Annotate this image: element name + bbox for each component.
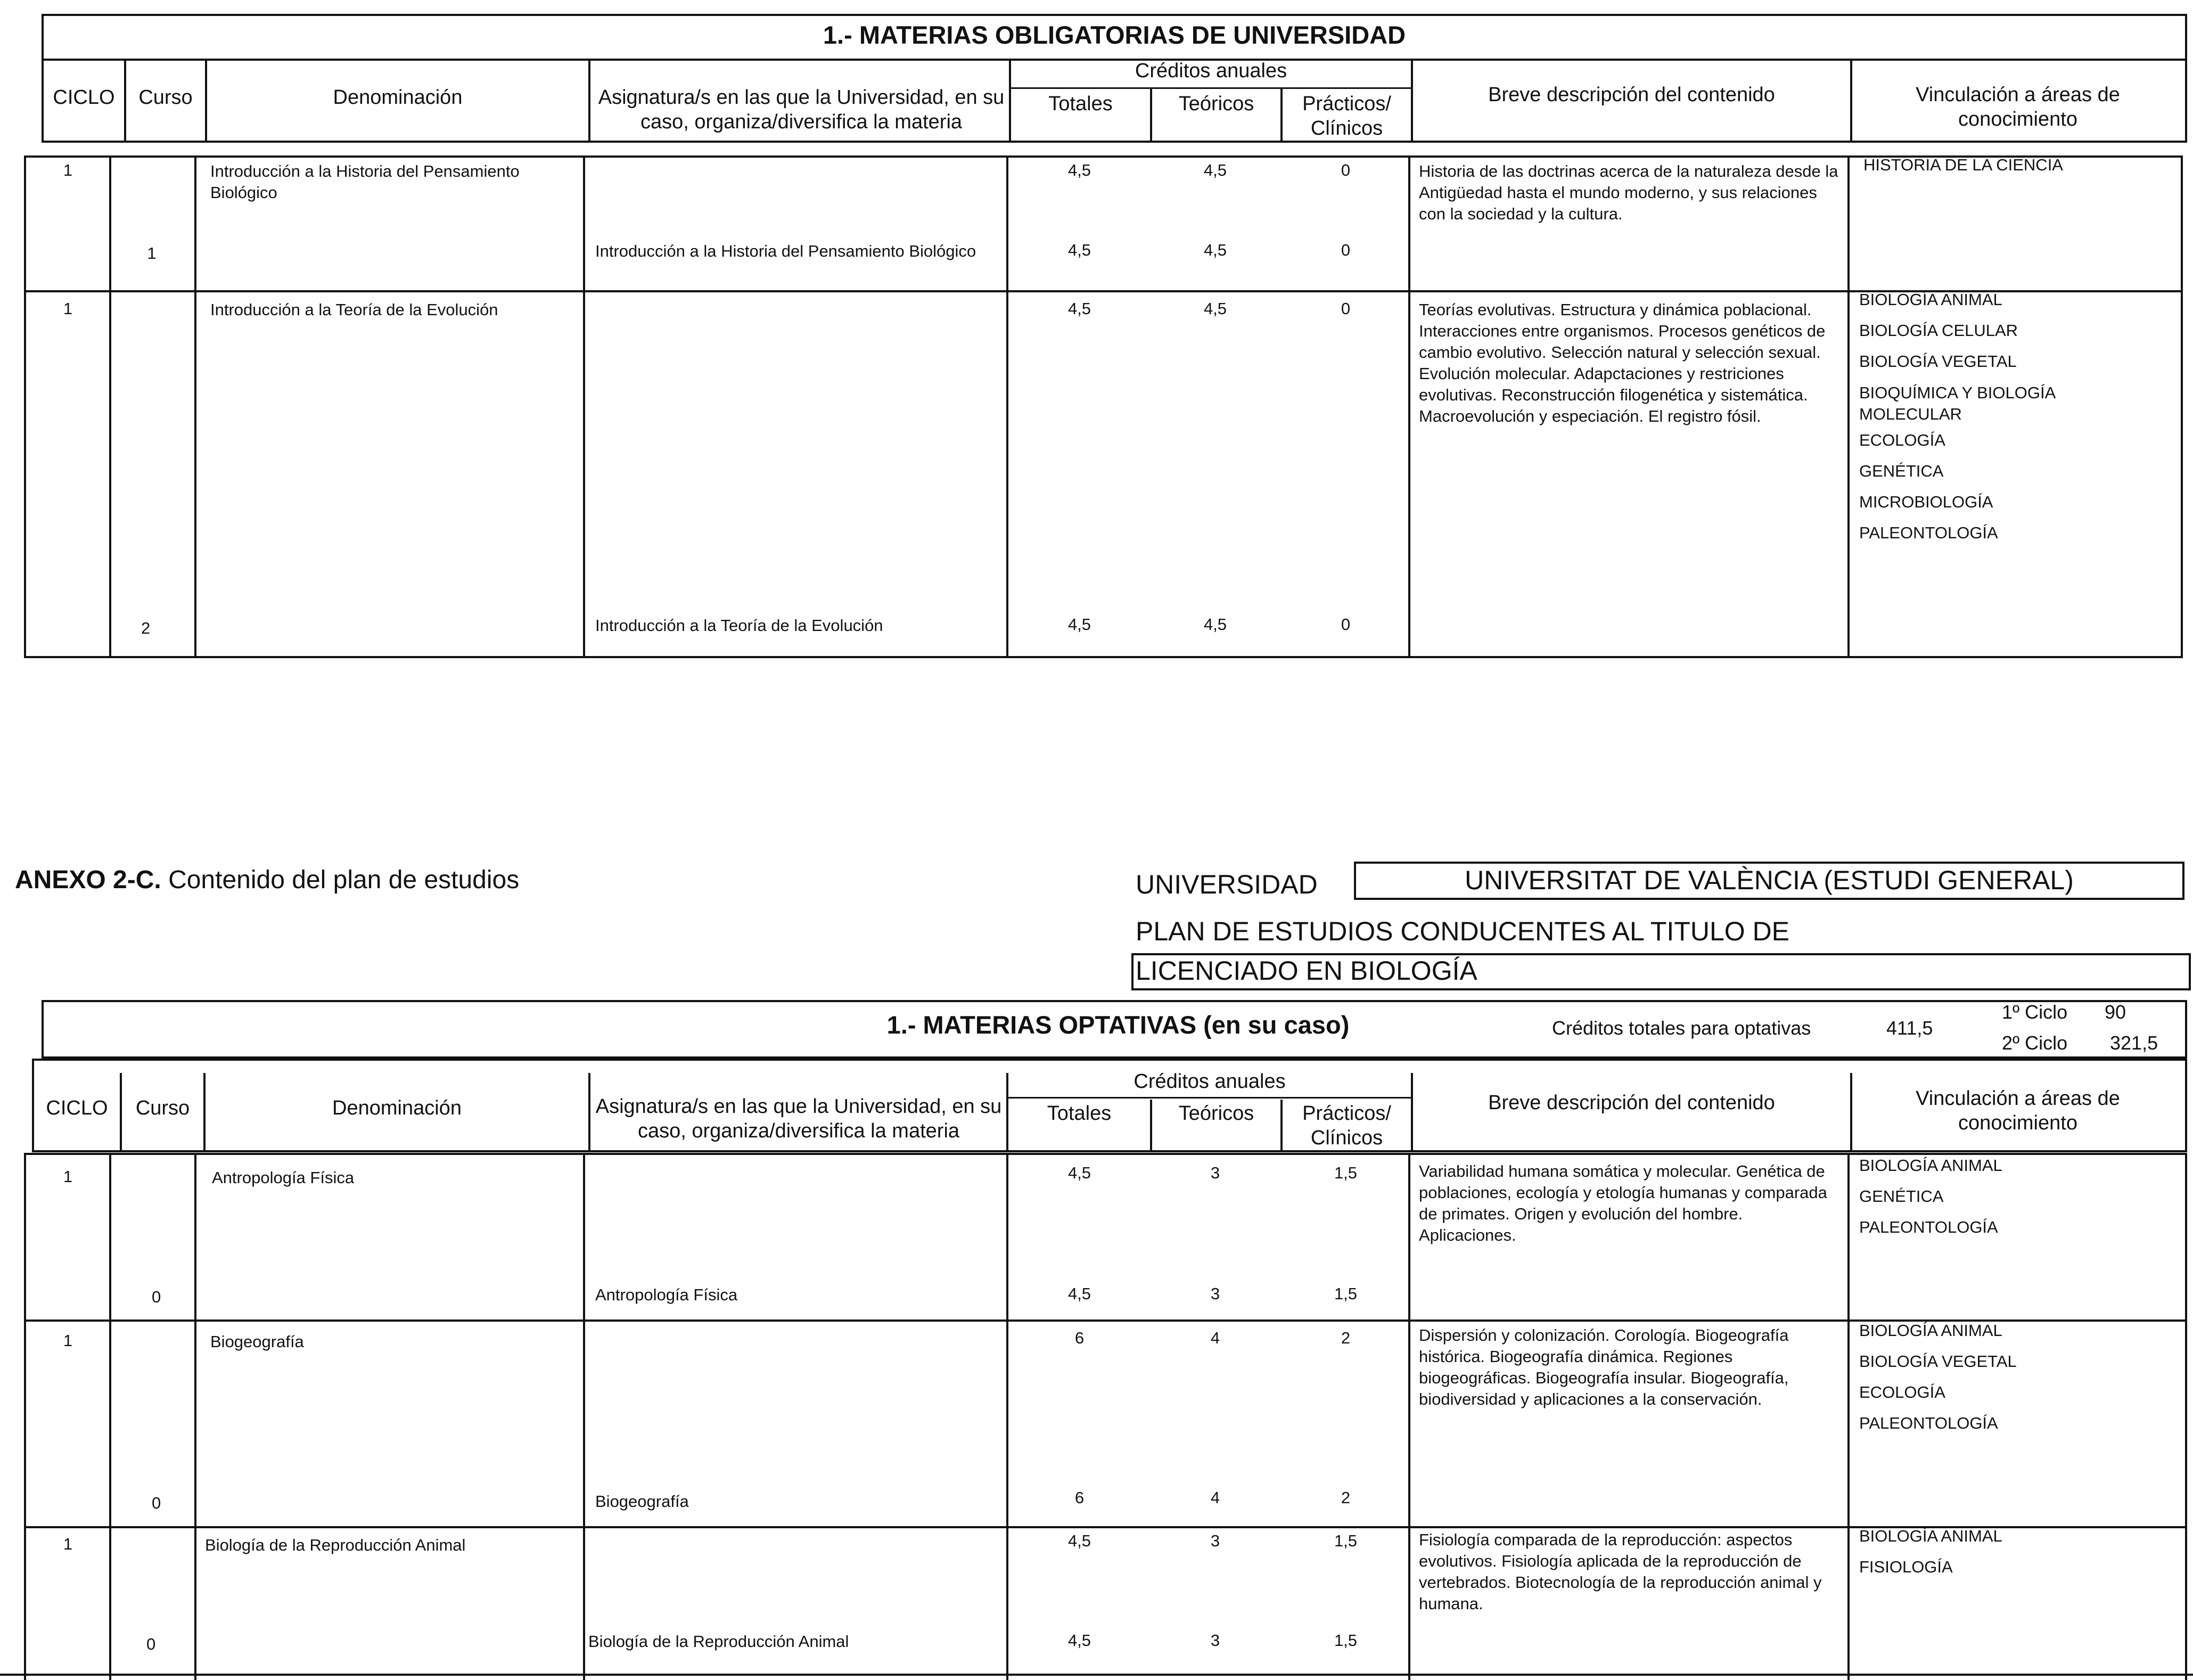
annex-title xyxy=(15,865,519,895)
totales-value: 4,5 xyxy=(1067,161,1091,179)
annex-label: ANEXO 2-C. xyxy=(15,866,161,894)
col-descripcion-header: Breve descripción del contenido xyxy=(1488,1092,1775,1114)
col-vinculacion-header: Vinculación a áreas de conocimiento xyxy=(1916,84,2120,130)
ciclo-value: 1 xyxy=(63,1167,73,1186)
col-creditos-header: Créditos anuales xyxy=(1134,1070,1286,1093)
asignatura-value: Introducción a la Historia del Pensamiento Biológico xyxy=(595,242,976,260)
universidad-label: UNIVERSIDAD xyxy=(1136,870,1318,899)
asignatura-value: Biogeografía xyxy=(595,1492,689,1511)
curso-value: 1 xyxy=(147,244,157,263)
area-item: GENÉTICA xyxy=(1859,1187,1944,1206)
curso-value: 0 xyxy=(146,1635,156,1653)
ciclo-value: 1 xyxy=(63,1331,73,1350)
creditos-optativas-label: Créditos totales para optativas xyxy=(1552,1017,1811,1039)
sub-teoricos-value: 3 xyxy=(1210,1631,1220,1650)
area-item: BIOLOGÍA CELULAR xyxy=(1859,321,2018,340)
descripcion-value: Dispersión y colonización. Corología. Biogeografía histórica. Biogeografía dinámica. Regiones biogeográficas. Biogeografía insular. Biogeografía, biodiversidad y aplicaciones a la conservación. xyxy=(1419,1326,1789,1408)
area-item: PALEONTOLOGÍA xyxy=(1859,523,1998,542)
practicos-value: 2 xyxy=(1341,1329,1351,1347)
practicos-value: 0 xyxy=(1341,161,1351,179)
ciclo2-value: 321,5 xyxy=(2110,1032,2158,1054)
sub-practicos-value: 0 xyxy=(1341,241,1351,259)
teoricos-value: 4,5 xyxy=(1203,161,1227,179)
teoricos-value: 3 xyxy=(1210,1163,1220,1182)
practicos-value: 0 xyxy=(1341,299,1351,318)
totales-value: 4,5 xyxy=(1067,299,1091,318)
col-totales-header: Totales xyxy=(1047,1102,1112,1125)
sub-practicos-value: 2 xyxy=(1341,1488,1351,1507)
ciclo1-label: 1º Ciclo xyxy=(2002,1001,2068,1023)
area-item: MICROBIOLOGÍA xyxy=(1859,493,1993,511)
practicos-value: 1,5 xyxy=(1334,1163,1358,1182)
ciclo-value: 1 xyxy=(63,1535,73,1553)
col-creditos-header: Créditos anuales xyxy=(1135,60,1287,82)
sub-totales-value: 4,5 xyxy=(1067,615,1091,634)
sub-practicos-value: 0 xyxy=(1341,615,1351,634)
curso-value: 0 xyxy=(152,1288,161,1306)
col-asignatura-header: Asignatura/s en las que la Universidad, en su caso, organiza/diversifica la materia xyxy=(595,1095,1002,1142)
area-item: BIOLOGÍA ANIMAL xyxy=(1859,1156,2002,1175)
ciclo-value: 1 xyxy=(63,161,73,179)
area-item: BIOLOGÍA VEGETAL xyxy=(1859,352,2017,371)
sub-totales-value: 4,5 xyxy=(1067,1631,1091,1650)
col-practicos-header: Prácticos/ Clínicos xyxy=(1302,1102,1391,1149)
col-practicos-header: Prácticos/ Clínicos xyxy=(1302,93,1391,140)
col-vinculacion-header: Vinculación a áreas de conocimiento xyxy=(1916,1087,2120,1134)
ciclo2-label: 2º Ciclo xyxy=(2002,1032,2068,1054)
denominacion-value: Biogeografía xyxy=(210,1332,304,1351)
denominacion-value: Antropología Física xyxy=(212,1168,355,1187)
area-item: BIOQUÍMICA Y BIOLOGÍA MOLECULAR xyxy=(1859,383,2055,423)
area-item: ECOLOGÍA xyxy=(1859,1383,1945,1402)
sub-teoricos-value: 4 xyxy=(1210,1488,1220,1507)
area-item: GENÉTICA xyxy=(1859,462,1944,480)
descripcion-value: Historia de las doctrinas acerca de la naturaleza desde la Antigüedad hasta el mundo moderno, y sus relaciones con la sociedad y la cultura. xyxy=(1419,162,1838,223)
teoricos-value: 4,5 xyxy=(1203,299,1227,318)
teoricos-value: 3 xyxy=(1210,1531,1220,1550)
col-ciclo-header: CICLO xyxy=(53,86,115,109)
col-descripcion-header: Breve descripción del contenido xyxy=(1488,84,1775,106)
creditos-optativas-total: 411,5 xyxy=(1886,1017,1933,1039)
col-denominacion-header: Denominación xyxy=(332,1097,462,1119)
annex-text: Contenido del plan de estudios xyxy=(168,866,520,894)
curso-value: 2 xyxy=(141,619,151,637)
sub-teoricos-value: 3 xyxy=(1210,1284,1220,1303)
totales-value: 4,5 xyxy=(1067,1531,1091,1550)
denominacion-value: Biología de la Reproducción Animal xyxy=(205,1536,466,1554)
plan-label: PLAN DE ESTUDIOS CONDUCENTES AL TITULO DE xyxy=(1136,916,1790,946)
area-item: BIOLOGÍA VEGETAL xyxy=(1859,1352,2017,1371)
area-item: ECOLOGÍA xyxy=(1859,431,1945,449)
sub-practicos-value: 1,5 xyxy=(1334,1631,1358,1650)
denominacion-value: Introducción a la Teoría de la Evolución xyxy=(210,300,498,319)
area-item: PALEONTOLOGÍA xyxy=(1859,1414,1998,1432)
ciclo-value: 1 xyxy=(63,299,73,318)
universidad-value: UNIVERSITAT DE VALÈNCIA (ESTUDI GENERAL) xyxy=(1465,865,2074,895)
asignatura-value: Antropología Física xyxy=(595,1285,738,1304)
col-teoricos-header: Teóricos xyxy=(1178,1102,1254,1125)
col-ciclo-header: CICLO xyxy=(46,1097,108,1119)
totales-value: 4,5 xyxy=(1067,1163,1091,1182)
asignatura-value: Introducción a la Teoría de la Evolución xyxy=(595,616,883,635)
ciclo1-value: 90 xyxy=(2105,1001,2126,1023)
area-item: BIOLOGÍA ANIMAL xyxy=(1859,1321,2002,1340)
totales-value: 6 xyxy=(1074,1329,1085,1347)
area-item: BIOLOGÍA ANIMAL xyxy=(1859,1527,2002,1545)
area-item: HISTORIA DE LA CIENCIA xyxy=(1863,155,2063,174)
teoricos-value: 4 xyxy=(1210,1329,1220,1347)
sub-teoricos-value: 4,5 xyxy=(1203,241,1227,259)
descripcion-value: Teorías evolutivas. Estructura y dinámica poblacional. Interacciones entre organismos. Procesos genéticos de cambio evolutivo. Selección natural y selección sexual. Evolución molecular. Adapctaciones y restriciones evolutivas. Reconstrucción filogenética y sistemática. Macroevolución y especiación. El registro fósil. xyxy=(1419,300,1826,425)
area-item: FISIOLOGÍA xyxy=(1859,1558,1953,1576)
denominacion-value: Introducción a la Historia del Pensamiento Biológico xyxy=(210,162,520,202)
descripcion-value: Fisiología comparada de la reproducción: aspectos evolutivos. Fisiología aplicada de la reproducción de vertebrados. Biotecnología de la reproducción animal y humana. xyxy=(1419,1530,1822,1613)
col-curso-header: Curso xyxy=(135,1097,190,1119)
asignatura-value: Biología de la Reproducción Animal xyxy=(588,1632,849,1651)
sub-totales-value: 4,5 xyxy=(1067,1284,1091,1303)
area-item: BIOLOGÍA ANIMAL xyxy=(1859,290,2002,309)
sub-totales-value: 6 xyxy=(1074,1488,1085,1507)
col-teoricos-header: Teóricos xyxy=(1178,93,1254,115)
table2-title: 1.- MATERIAS OPTATIVAS (en su caso) xyxy=(886,1011,1350,1039)
practicos-value: 1,5 xyxy=(1334,1531,1358,1550)
curso-value: 0 xyxy=(152,1494,161,1512)
titulo-value: LICENCIADO EN BIOLOGÍA xyxy=(1136,956,1477,986)
descripcion-value: Variabilidad humana somática y molecular. Genética de poblaciones, ecología y etología humanas y comparada de primates. Origen y evolución del hombre. Aplicaciones. xyxy=(1419,1162,1827,1244)
col-asignatura-header: Asignatura/s en las que la Universidad, en su caso, organiza/diversifica la materia xyxy=(598,86,1005,133)
sub-practicos-value: 1,5 xyxy=(1334,1284,1358,1303)
area-item: PALEONTOLOGÍA xyxy=(1859,1218,1998,1236)
col-denominacion-header: Denominación xyxy=(333,86,463,109)
table1-title: 1.- MATERIAS OBLIGATORIAS DE UNIVERSIDAD xyxy=(823,21,1406,49)
col-curso-header: Curso xyxy=(138,86,193,109)
col-totales-header: Totales xyxy=(1048,93,1113,115)
sub-totales-value: 4,5 xyxy=(1067,241,1091,259)
sub-teoricos-value: 4,5 xyxy=(1203,615,1227,634)
